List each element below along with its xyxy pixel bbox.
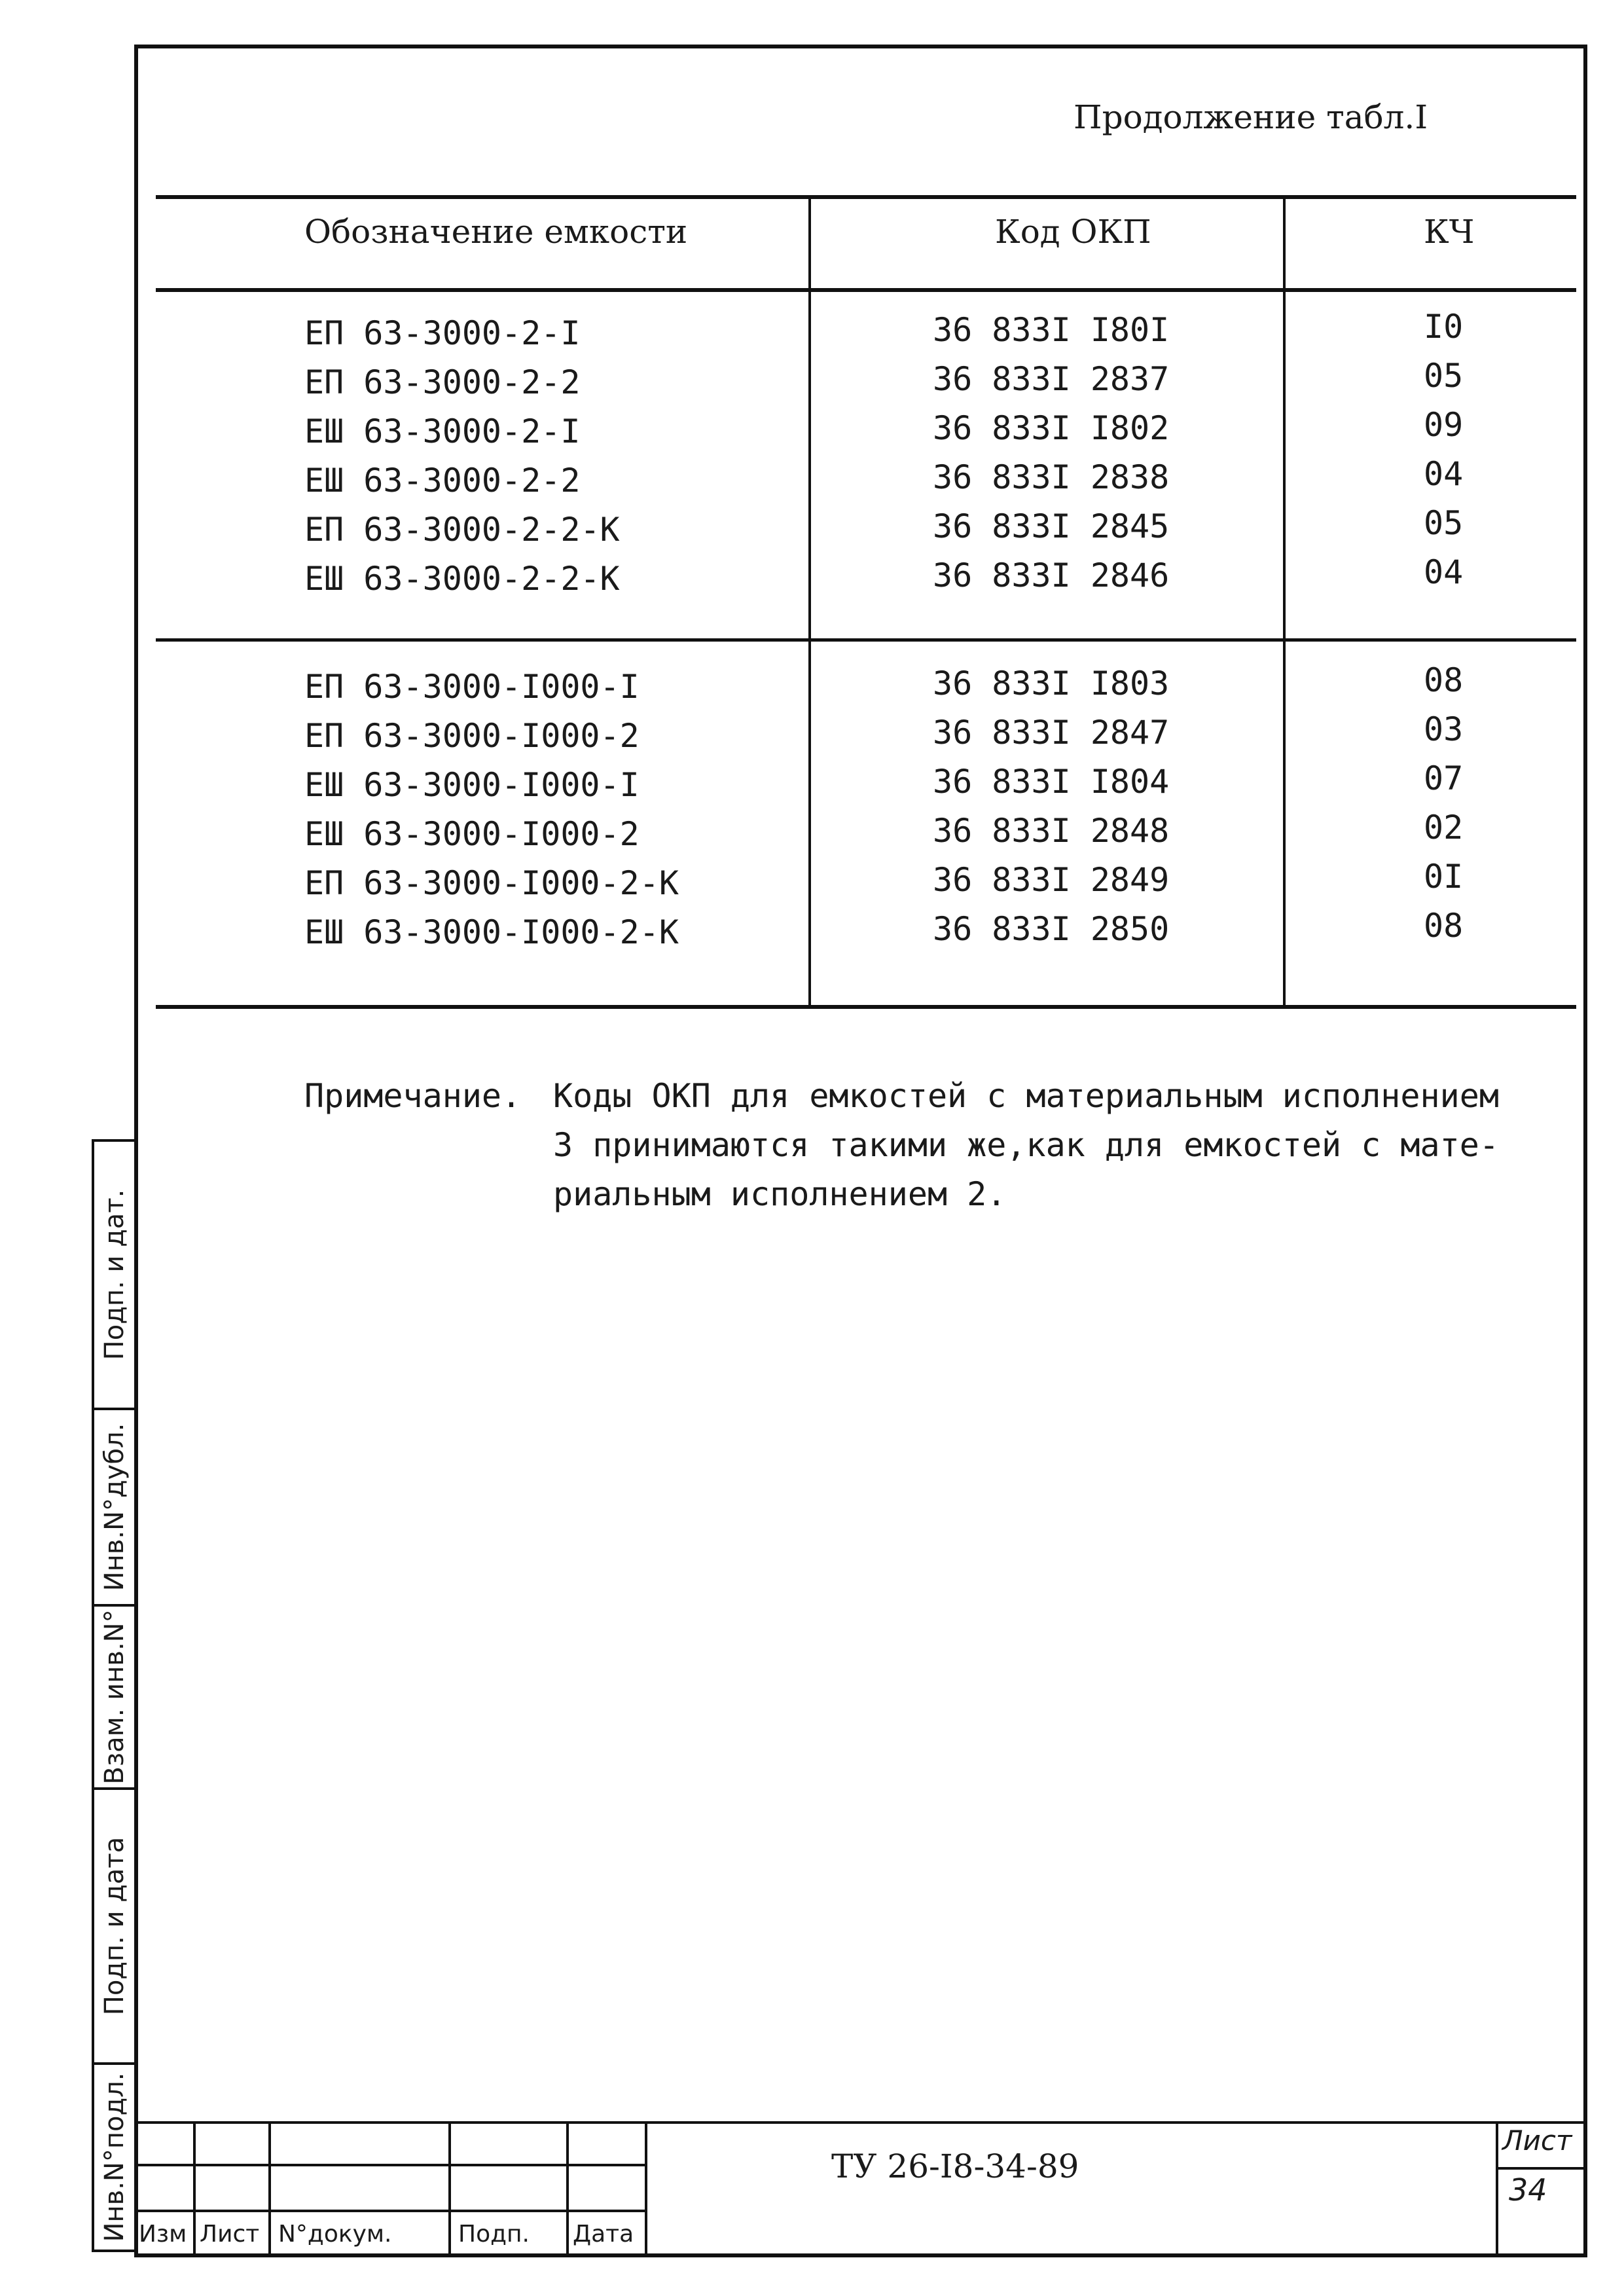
tb-row-rule (134, 2164, 645, 2166)
side-stamp-sign-date-2: Подп. и дат. (92, 1139, 137, 1410)
table-bottom-rule (156, 1005, 1576, 1009)
row-name: ЕП 63-3000-2-2-К (304, 511, 620, 549)
row-kch: 08 (1424, 907, 1464, 945)
sheet-number: 34 (1509, 2172, 1547, 2208)
row-name: ЕШ 63-3000-2-2 (304, 462, 581, 500)
table-col-divider-1 (808, 196, 811, 1008)
note-line-3: риальным исполнением 2. (553, 1175, 1007, 1213)
row-code: 36 833I 2838 (933, 458, 1170, 496)
tb-divider (1496, 2121, 1498, 2257)
row-kch: 02 (1424, 809, 1464, 847)
tb-sheet-rule (1496, 2167, 1587, 2170)
row-kch: 04 (1424, 553, 1464, 591)
row-name: ЕП 63-3000-2-2 (304, 363, 581, 401)
row-name: ЕШ 63-3000-2-I (304, 412, 581, 450)
row-kch: 03 (1424, 710, 1464, 748)
note-line-2: 3 принимаются такими же,как для емкостей с мате- (553, 1126, 1499, 1164)
row-name: ЕП 63-3000-I000-2 (304, 717, 640, 755)
row-name: ЕШ 63-3000-2-2-К (304, 560, 620, 598)
table-header-rule (156, 288, 1576, 292)
tb-divider (193, 2121, 196, 2257)
row-code: 36 833I 2849 (933, 861, 1170, 899)
row-name: ЕШ 63-3000-I000-2-К (304, 913, 679, 951)
row-code: 36 833I 2837 (933, 360, 1170, 398)
tb-divider (645, 2121, 647, 2257)
table-continuation-label: Продолжение табл.I (1074, 98, 1428, 136)
row-name: ЕП 63-3000-I000-2-К (304, 864, 679, 902)
table-col-divider-2 (1283, 196, 1286, 1008)
tb-col-list: Лист (200, 2221, 260, 2248)
row-kch: 09 (1424, 406, 1464, 444)
document-code: ТУ 26-I8-34-89 (831, 2147, 1079, 2185)
side-stamp-replace-inv: Взам. инв.N° (92, 1604, 137, 1790)
row-kch: 05 (1424, 357, 1464, 395)
tb-divider (268, 2121, 271, 2257)
col-header-kch: КЧ (1424, 213, 1475, 251)
row-code: 36 833I 2848 (933, 812, 1170, 850)
side-stamp-sign-date: Подп. и дата (92, 1787, 137, 2065)
row-kch: 08 (1424, 661, 1464, 699)
row-code: 36 833I 2850 (933, 910, 1170, 948)
tb-col-doc: N°докум. (278, 2221, 392, 2248)
row-kch: 05 (1424, 504, 1464, 542)
tb-row-rule (134, 2210, 645, 2212)
row-code: 36 833I 2846 (933, 556, 1170, 594)
row-name: ЕП 63-3000-I000-I (304, 668, 640, 706)
col-header-okp-code: Код ОКП (995, 213, 1151, 251)
col-header-designation: Обозначение емкости (304, 213, 688, 251)
row-code: 36 833I 2847 (933, 714, 1170, 752)
sheet-label: Лист (1502, 2124, 1572, 2157)
tb-col-izm: Изм (139, 2221, 187, 2248)
tb-col-sign: Подп. (458, 2221, 530, 2248)
side-stamp-inv-orig: Инв.N°подл. (92, 2062, 137, 2252)
side-stamp-inv-dup: Инв.N°дубл. (92, 1408, 137, 1607)
note-label: Примечание. (304, 1077, 522, 1115)
row-name: ЕШ 63-3000-I000-2 (304, 815, 640, 853)
row-code: 36 833I 2845 (933, 507, 1170, 545)
row-code: 36 833I I803 (933, 665, 1170, 702)
note-line-1: Коды ОКП для емкостей с материальным исполнением (553, 1077, 1499, 1115)
table-group-rule (156, 638, 1576, 642)
row-code: 36 833I I802 (933, 409, 1170, 447)
row-kch: 0I (1424, 858, 1464, 896)
tb-divider (566, 2121, 569, 2257)
row-name: ЕП 63-3000-2-I (304, 314, 581, 352)
row-name: ЕШ 63-3000-I000-I (304, 766, 640, 804)
row-code: 36 833I I804 (933, 763, 1170, 801)
row-code: 36 833I I80I (933, 311, 1170, 349)
tb-col-date: Дата (573, 2221, 634, 2248)
row-kch: 04 (1424, 455, 1464, 493)
tb-divider (448, 2121, 451, 2257)
row-kch: 07 (1424, 759, 1464, 797)
row-kch: I0 (1424, 308, 1464, 346)
table-top-rule (156, 195, 1576, 199)
